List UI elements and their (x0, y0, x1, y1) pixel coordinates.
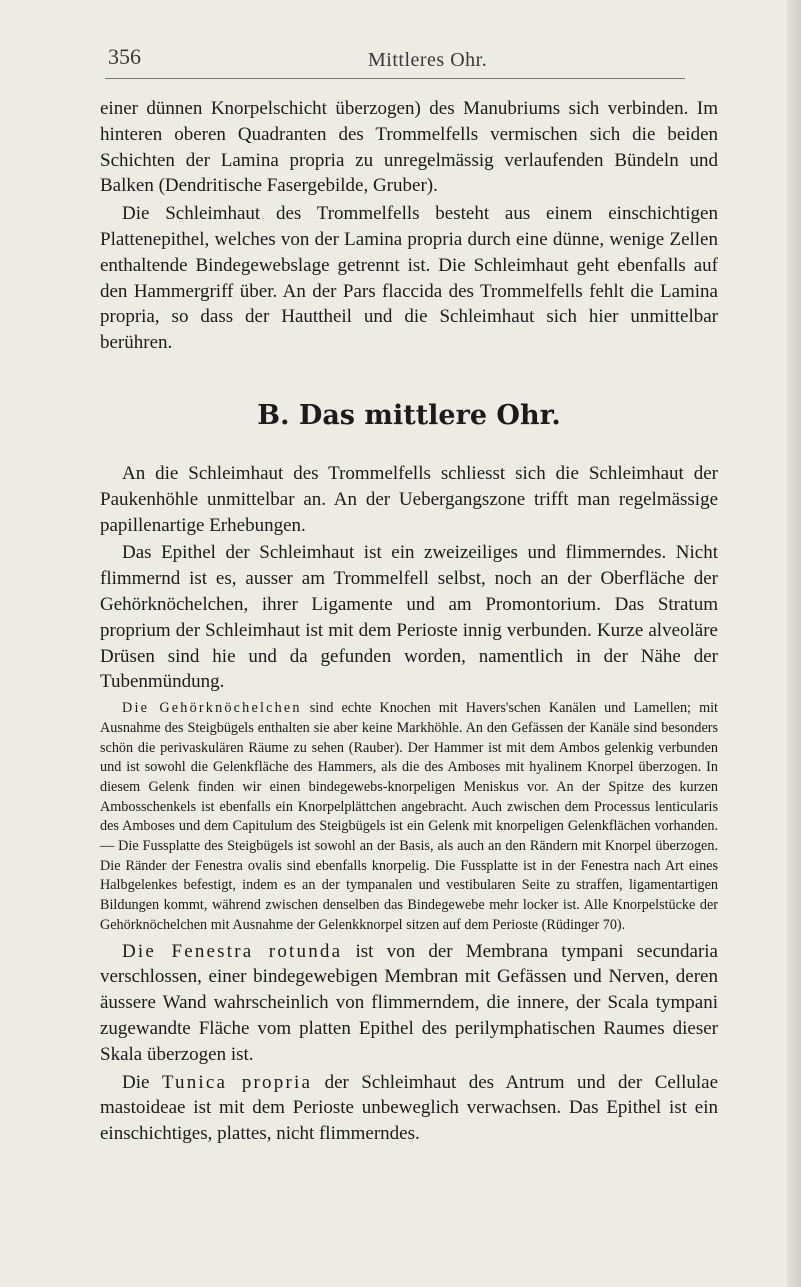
page-header (0, 40, 801, 90)
paragraph-tunica-propria-lead: Die (122, 1071, 162, 1093)
section-heading: B. Das mittlere Ohr. (257, 399, 561, 431)
term-gehoerknoechelchen: Die Gehörknöchelchen (122, 700, 302, 717)
term-fenestra-rotunda: Die Fenestra rotunda (122, 940, 343, 962)
paragraph-paukenhoehle: An die Schleimhaut des Trommelfells schliesst sich die Schleimhaut der Paukenhöhle unmittelbar an. An der Uebergangszone trifft man regelmässige papillenartige Erhebungen. (100, 462, 718, 536)
running-head: Mittleres Ohr. (368, 49, 488, 71)
paragraph-tunica-propria-text: der Schleimhaut des Antrum und der Cellulae mastoideae ist mit dem Perioste unbeweglich verwachsen. Das Epithel ist ein einschichtiges, plattes, nicht flimmerndes. (100, 1071, 719, 1145)
page-number: 356 (108, 44, 141, 69)
page-edge (787, 0, 801, 1287)
paragraph-fenestra-rotunda (100, 939, 718, 1068)
paragraph-tunica-propria (100, 1070, 718, 1147)
paragraph-schleimhaut-trommelfell: Die Schleimhaut des Trommelfells besteht aus einem einschichtigen Plattenepithel, welches von der Lamina propria durch eine dünne, wenige Zellen enthaltende Bindegewebslage getrennt ist. Die Schleimhaut geht ebenfalls auf den Hammergriff über. An der Pars flaccida des Trommelfells fehlt die Lamina propria, so dass der Hauttheil und die Schleimhaut sich hier unmittelbar berühren. (100, 203, 718, 354)
term-tunica-propria: Tunica propria (161, 1071, 313, 1093)
paragraph-gehoerknoechelchen-text: sind echte Knochen mit Havers'schen Kanälen und Lamellen; mit Ausnahme des Steigbügels enthalten sie aber keine Markhöhle. An den Gefässen der Kanäle sind besonders schön die perivaskulären Räume zu sehen (Rauber). Der Hammer ist mit dem Ambos gelenkig verbunden und ist sowohl die Gelenkfläche des Hammers, als die des Amboses mit hyalinem Knorpel überzogen. In diesem Gelenk finden wir einen bindegewebs-knorpeligen Meniskus vor. An der Spitze des kurzen Ambosschenkels ist ebenfalls ein Knorpelplättchen angebracht. Auch zwischen dem Processus lenticularis des Amboses und dem Capitulum des Steigbügels ist ein Gelenk mit knorpeligen Gelenkflächen vorhanden. — Die Fussplatte des Steigbügels ist sowohl an der Basis, als auch an den Rändern mit Knorpel überzogen. Die Ränder der Fenestra ovalis sind ebenfalls knorpelig. Die Fussplatte ist in der Fenestra nach Art eines Halbgelenkes befestigt, indem es an der tympanalen und vestibularen Seite zu straffen, ligamentartigen Bildungen kommt, während zwischen denselben das Bindegewebe mehr locker ist. Alle Knorpelstücke der Gehörknöchelchen mit Ausnahme der Gelenkknorpel sitzen auf dem Perioste (Rüdinger 70). (100, 700, 718, 933)
paragraph-gehoerknoechelchen (100, 699, 718, 935)
paragraph-epithel: Das Epithel der Schleimhaut ist ein zweizeiliges und flimmerndes. Nicht flimmernd ist es, ausser am Trommelfell selbst, noch an der Oberfläche der Gehörknöchelchen, ihrer Ligamente und am Promontorium. Das Stratum proprium der Schleimhaut ist mit dem Perioste innig verbunden. Kurze alveoläre Drüsen sind hie und da gefunden worden, namentlich in der Nähe der Tubenmündung. (100, 542, 718, 693)
paragraph-fenestra-rotunda-text: ist von der Membrana tympani secundaria verschlossen, einer bindegewebigen Membran mit Gefässen und Nerven, deren äussere Wand wahrscheinlich von flimmerndem, die innere, der Scala tympani zugewandte Fläche vom platten Epithel des perilymphatischen Raumes dieser Skala überzogen ist. (100, 940, 718, 1065)
paragraph-continuation: einer dünnen Knorpelschicht überzogen) des Manubriums sich verbinden. Im hinteren oberen Quadranten des Trommelfells vermischen sich die beiden Schichten der Lamina propria zu unregelmässig verlaufenden Bündeln und Balken (Dendritische Fasergebilde, Gruber). (100, 98, 718, 197)
page-body (100, 96, 718, 1147)
header-rule (105, 78, 685, 79)
